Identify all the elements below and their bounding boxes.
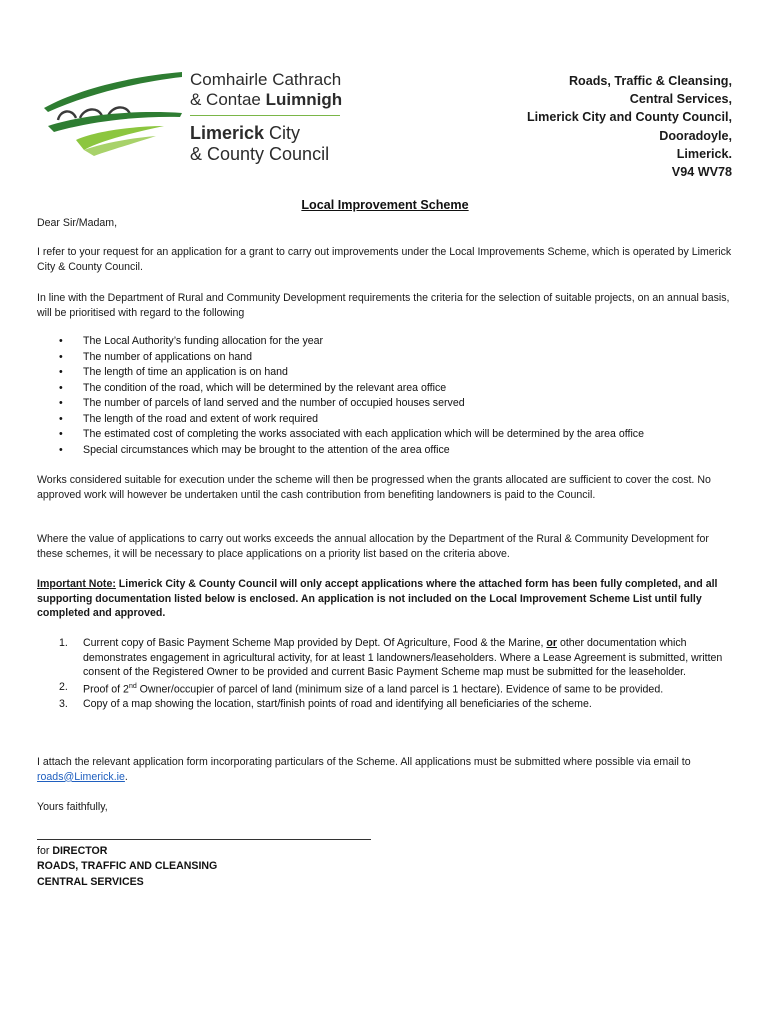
address-line: Central Services,: [629, 92, 732, 107]
list-item: • The estimated cost of completing the works associated with each application which will be determined by the area office: [37, 427, 737, 443]
paragraph-works: Works considered suitable for execution under the scheme will then be progressed when the grants allocated are sufficient to cover the cost. No approved work will however be undertaken until the cash contribution from benefiting landowners is paid to the Council.: [37, 474, 711, 501]
list-item: 3. Copy of a map showing the location, start/finish points of road and identifying all beneficiaries of the scheme.: [59, 697, 592, 710]
address-line: Roads, Traffic & Cleansing,: [568, 74, 732, 88]
address-line: Dooradoyle,: [659, 128, 732, 143]
signature-block: [37, 844, 217, 890]
sender-address: [527, 72, 732, 181]
council-swoosh-icon: [40, 66, 190, 166]
criteria-list: [37, 334, 737, 458]
logo-divider: [190, 115, 340, 116]
list-item: • The condition of the road, which will be determined by the relevant area office: [37, 381, 737, 397]
list-item: • The number of parcels of land served and the number of occupied houses served: [37, 396, 737, 412]
signature-for-line: for DIRECTOR: [37, 845, 108, 857]
logo-english-line2: & County Council: [190, 144, 330, 164]
list-item: 2. Proof of 2nd Owner/occupier of parcel of land (minimum size of a land parcel is 1 hectare). Evidence of same to be provided.: [59, 680, 664, 696]
signature-line: [37, 839, 371, 840]
signature-department: ROADS, TRAFFIC AND CLEANSING: [37, 860, 218, 873]
address-line: Limerick.: [676, 146, 732, 161]
list-item: • The Local Authority’s funding allocation for the year: [37, 334, 737, 350]
list-item: • The length of time an application is on hand: [37, 365, 737, 381]
list-item: • Special circumstances which may be brought to the attention of the area office: [37, 443, 737, 459]
important-note: [37, 577, 737, 621]
logo-irish-line2: & Contae Luimnigh: [190, 90, 343, 109]
paragraph-intro: I refer to your request for an application for a grant to carry out improvements under the Local Improvements Scheme, which is operated by Limerick City & County Council.: [37, 246, 732, 273]
address-line: Limerick City and County Council,: [526, 110, 732, 125]
list-item: 1. Current copy of Basic Payment Scheme Map provided by Dept. Of Agriculture, Food & the Marine, or other documentation which demonstrates engagement in agricultural activity, for at least 1 landowners/leaseholders. Where a Lease Agreement is submitted, written consent of the Registered Owner to be provided and current Basic Payment Scheme map must be submitted for the leaseholder.: [59, 637, 723, 679]
important-note-label: Important Note:: [37, 578, 116, 590]
closing: Yours faithfully,: [37, 801, 108, 813]
document-title: Local Improvement Scheme: [301, 198, 469, 212]
logo-english-line1: Limerick City: [190, 123, 301, 143]
email-link[interactable]: roads@Limerick.ie: [37, 770, 125, 783]
requirements-list: [37, 636, 737, 712]
list-item: • The number of applications on hand: [37, 350, 737, 366]
logo-irish-line1: Comhairle Cathrach: [190, 70, 342, 89]
signature-section: CENTRAL SERVICES: [37, 875, 144, 888]
important-note-text: Limerick City & County Council will only accept applications where the attached form has been fully completed, and all supporting documentation listed below is enclosed. An application is not included on the Local Improvement Scheme List until fully completed and approved.: [37, 578, 718, 620]
council-logo: [40, 66, 350, 166]
paragraph-submission: I attach the relevant application form incorporating particulars of the Scheme. All applications must be submitted where possible via email to roads@Limerick.ie.: [37, 756, 691, 783]
paragraph-priority: Where the value of applications to carry out works exceeds the annual allocation by the Department of the Rural & Community Development for these schemes, it will be necessary to place applications on a priority list based on the criteria above.: [37, 533, 709, 560]
list-item: • The length of the road and extent of work required: [37, 412, 737, 428]
paragraph-criteria-intro: In line with the Department of Rural and Community Development requirements the criteria for the selection of suitable projects, on an annual basis, will be prioritised with regard to the following: [37, 292, 730, 319]
address-line: V94 WV78: [671, 165, 732, 180]
salutation: Dear Sir/Madam,: [37, 217, 118, 229]
